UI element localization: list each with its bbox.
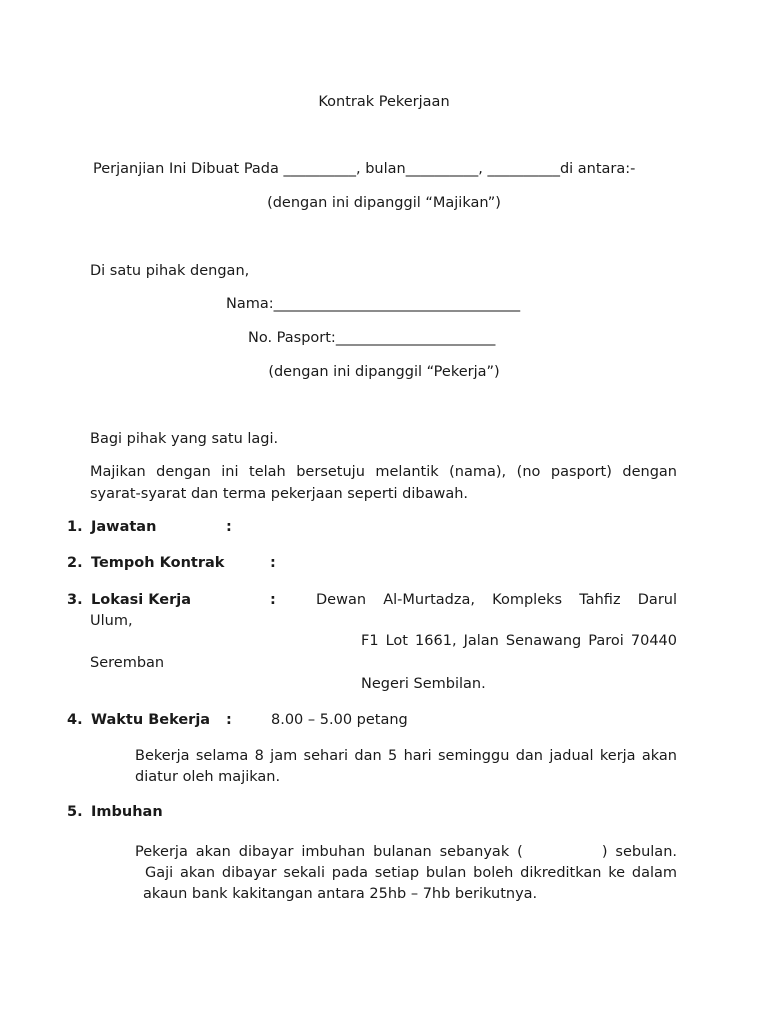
section-3-colon: :	[270, 592, 276, 608]
employer-note: (dengan ini dipanggil “Majikan”)	[267, 195, 501, 211]
section-3-address-line1: Dewan Al-Murtadza, Kompleks Tahfiz Darul	[316, 592, 677, 608]
section-3-address-line3: Negeri Sembilan.	[361, 676, 486, 692]
passport-field-line: No. Pasport:______________________	[248, 330, 496, 346]
section-2-heading: Tempoh Kontrak	[91, 555, 225, 571]
section-1-colon: :	[226, 519, 232, 535]
agreement-paragraph-line1: Majikan dengan ini telah bersetuju melantik (nama), (no pasport) dengan	[90, 464, 677, 480]
section-1-number: 1.	[67, 519, 83, 535]
other-side-text: Bagi pihak yang satu lagi.	[90, 431, 279, 447]
section-4-value: 8.00 – 5.00 petang	[271, 712, 408, 728]
section-5-body-line3: akaun bank kakitangan antara 25hb – 7hb berikutnya.	[143, 886, 538, 902]
section-2-colon: :	[270, 555, 276, 571]
section-4-colon: :	[226, 712, 232, 728]
section-5-number: 5.	[67, 804, 83, 820]
name-field-line: Nama:__________________________________	[226, 296, 521, 312]
section-5-body-line2: Gaji akan dibayar sekali pada setiap bulan boleh dikreditkan ke dalam	[145, 865, 677, 881]
section-1-heading: Jawatan	[91, 519, 157, 535]
section-4-body-line1: Bekerja selama 8 jam sehari dan 5 hari seminggu dan jadual kerja akan	[135, 748, 677, 764]
section-2-number: 2.	[67, 555, 83, 571]
section-3-heading: Lokasi Kerja	[91, 592, 191, 608]
agreement-paragraph-line2: syarat-syarat dan terma pekerjaan seperti dibawah.	[90, 486, 469, 502]
document-title: Kontrak Pekerjaan	[318, 94, 450, 110]
section-4-body-line2: diatur oleh majikan.	[135, 769, 281, 785]
section-3-address-line2b: Seremban	[90, 655, 165, 671]
section-4-heading: Waktu Bekerja	[91, 712, 211, 728]
section-3-address-line1b: Ulum,	[90, 613, 133, 629]
section-5-body-line1: Pekerja akan dibayar imbuhan bulanan sebanyak ( ) sebulan.	[135, 844, 677, 860]
section-3-address-line2: F1 Lot 1661, Jalan Senawang Paroi 70440	[361, 633, 677, 649]
one-side-text: Di satu pihak dengan,	[90, 263, 250, 279]
agreement-line: Perjanjian Ini Dibuat Pada __________, bulan__________, __________di antara:-	[93, 161, 636, 177]
section-5-heading: Imbuhan	[91, 804, 163, 820]
section-4-number: 4.	[67, 712, 83, 728]
worker-note: (dengan ini dipanggil “Pekerja”)	[268, 364, 500, 380]
section-3-number: 3.	[67, 592, 83, 608]
